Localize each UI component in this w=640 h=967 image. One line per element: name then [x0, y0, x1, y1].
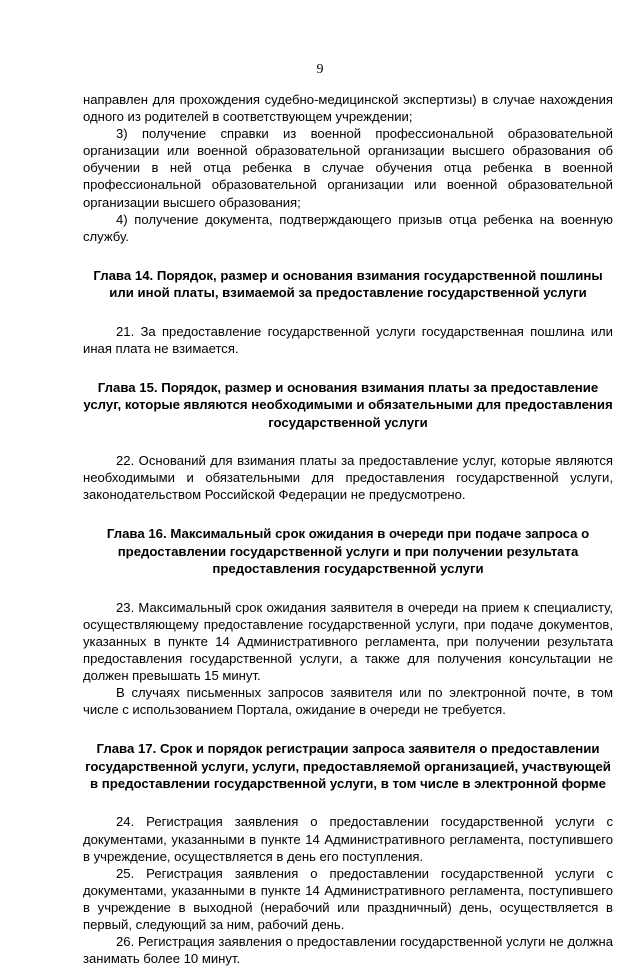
paragraph-continuation: направлен для прохождения судебно-медицинской экспертизы) в случае нахождения одного из родителей в соответствующем учреждении;: [83, 92, 613, 125]
chapter-16-heading: Глава 16. Максимальный срок ожидания в очереди при подаче запроса о предоставлении государственной услуги и при получении результата предоставления государственной услуги: [106, 526, 590, 577]
paragraph-25: 25. Регистрация заявления о предоставлении государственной услуги с документами, указанными в пункте 14 Административного регламента, поступившего в учреждение в выходной (нерабочий или праздничный) день, осуществляется в первый, следующий за ним, рабочий день.: [83, 865, 613, 932]
paragraph-item-4: 4) получение документа, подтверждающего призыв отца ребенка на военную службу.: [83, 211, 613, 244]
paragraph-23-continued: В случаях письменных запросов заявителя или по электронной почте, в том числе с использованием Портала, ожидание в очереди не требуется.: [83, 685, 613, 718]
chapter-14-heading: Глава 14. Порядок, размер и основания взимания государственной пошлины или иной платы, взимаемой за предоставление государственной услуги: [93, 267, 603, 301]
chapter-15-heading: Глава 15. Порядок, размер и основания взимания платы за предоставление услуг, которые являются необходимыми и обязательными для предоставления государственной услуги: [83, 379, 613, 430]
chapter-17-heading: Глава 17. Срок и порядок регистрации запроса заявителя о предоставлении государственной услуги, услуги, предоставляемой организацией, участвующей в предоставлении государственной услуги, в том числе в электронной форме: [85, 741, 611, 792]
paragraph-23: 23. Максимальный срок ожидания заявителя в очереди на прием к специалисту, осуществляющему предоставление государственной услуги, при подаче документов, указанных в пункте 14 Административного регламента, при получении результата предоставления государственной услуги, а также для получения консультации не должен превышать 15 минут.: [83, 599, 613, 683]
paragraph-26: 26. Регистрация заявления о предоставлении государственной услуги не должна занимать более 10 минут.: [83, 934, 613, 967]
paragraph-22: 22. Оснований для взимания платы за предоставление услуг, которые являются необходимыми и обязательными для предоставления государственной услуги, законодательством Российской Федерации не предусмотрено.: [83, 453, 613, 503]
paragraph-24: 24. Регистрация заявления о предоставлении государственной услуги с документами, указанными в пункте 14 Административного регламента, поступившего в учреждение, осуществляется в день его поступления.: [83, 814, 613, 864]
page-number: 9: [316, 62, 324, 77]
paragraph-21: 21. За предоставление государственной услуги государственная пошлина или иная плата не взимается.: [83, 323, 613, 356]
paragraph-item-3: 3) получение справки из военной профессиональной образовательной организации или военной образовательной организации высшего образования об обучении в ней отца ребенка в случае обучения отца ребенка в военной профессиональной образовательной организации или военной образовательной организации высшего образования;: [83, 126, 613, 210]
document-body: [83, 91, 613, 967]
